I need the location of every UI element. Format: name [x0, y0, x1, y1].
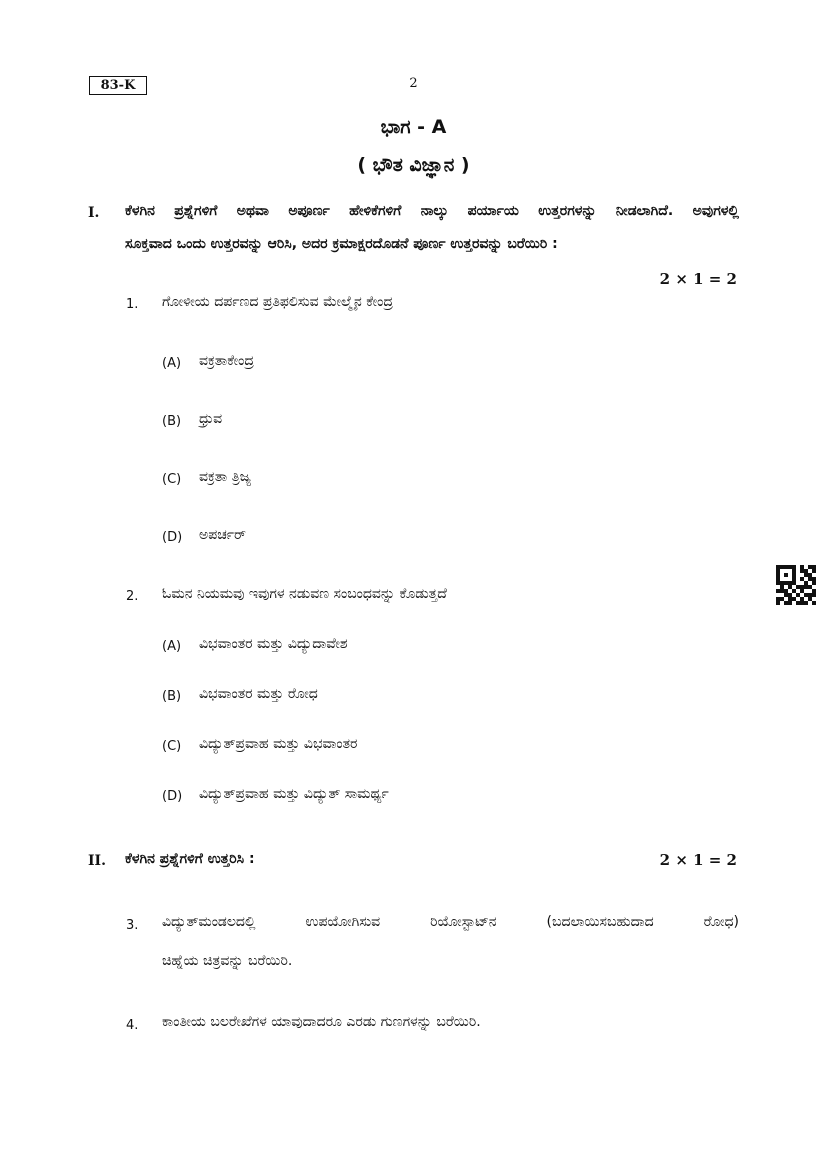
question-1-option-c-label: (C) — [162, 472, 182, 487]
question-2-option-a-label: (A) — [162, 639, 182, 654]
part-title: ಭಾಗ - A — [380, 116, 447, 138]
question-2-option-d-label: (D) — [162, 789, 183, 804]
section-2-instruction: ಕೆಳಗಿನ ಪ್ರಶ್ನೆಗಳಿಗೆ ಉತ್ತರಿಸಿ : — [125, 851, 255, 867]
question-1-number: 1. — [126, 297, 139, 312]
question-2-number: 2. — [126, 589, 139, 604]
section-1-marks: 2 × 1 = 2 — [659, 270, 737, 288]
question-3-number: 3. — [126, 918, 139, 933]
question-1-option-a-text: ವಕ್ರತಾಕೇಂದ್ರ — [199, 353, 254, 369]
section-2-number: II. — [88, 853, 106, 869]
question-1-option-b-label: (B) — [162, 414, 182, 429]
question-2-text: ಓಮನ ನಿಯಮವು ಇವುಗಳ ನಡುವಣ ಸಂಬಂಧವನ್ನು ಕೊಡುತ್ತದೆ — [162, 586, 447, 602]
section-1-instruction-line-2: ಸೂಕ್ತವಾದ ಒಂದು ಉತ್ತರವನ್ನು ಆರಿಸಿ, ಅದರ ಕ್ರಮಾಕ್ಷರದೊಡನೆ ಪೂರ್ಣ ಉತ್ತರವನ್ನು ಬರೆಯಿರಿ : — [125, 236, 558, 252]
section-2-marks: 2 × 1 = 2 — [659, 851, 737, 869]
question-2-option-a-text: ವಿಭವಾಂತರ ಮತ್ತು ವಿದ್ಯುದಾವೇಶ — [199, 636, 348, 652]
question-2-option-c-text: ವಿದ್ಯುತ್‌ಪ್ರವಾಹ ಮತ್ತು ವಿಭವಾಂತರ — [199, 736, 358, 752]
question-3-text-line-2: ಚಿಹ್ನೆಯ ಚಿತ್ರವನ್ನು ಬರೆಯಿರಿ. — [162, 953, 293, 969]
question-1-option-b-text: ಧ್ರುವ — [199, 411, 223, 427]
question-2-option-b-text: ವಿಭವಾಂತರ ಮತ್ತು ರೋಧ — [199, 686, 318, 702]
qr-code-icon — [776, 565, 816, 605]
question-1-text: ಗೋಳೀಯ ದರ್ಪಣದ ಪ್ರತಿಫಲಿಸುವ ಮೇಲ್ಮೈನ ಕೇಂದ್ರ — [162, 294, 394, 310]
paper-code: 83-K — [89, 76, 147, 95]
page-number: 2 — [409, 76, 418, 91]
question-1-option-a-label: (A) — [162, 356, 182, 371]
question-2-option-b-label: (B) — [162, 689, 182, 704]
section-1-instruction-line-1: ಕೆಳಗಿನ ಪ್ರಶ್ನೆಗಳಿಗೆ ಅಥವಾ ಅಪೂರ್ಣ ಹೇಳಿಕೆಗಳಿಗೆ ನಾಲ್ಕು ಪರ್ಯಾಯ ಉತ್ತರಗಳನ್ನು ನೀಡಲಾಗಿದೆ. ಅವುಗಳಲ್ಲಿ — [125, 203, 739, 219]
question-4-text: ಕಾಂತೀಯ ಬಲರೇಖೆಗಳ ಯಾವುದಾದರೂ ಎರಡು ಗುಣಗಳನ್ನು ಬರೆಯಿರಿ. — [162, 1014, 481, 1030]
question-3-text-line-1: ವಿದ್ಯುತ್‌ಮಂಡಲದಲ್ಲಿ ಉಪಯೋಗಿಸುವ ರಿಯೋಸ್ಟಾಟ್‌ನ (ಬದಲಾಯಿಸಬಹುದಾದ ರೋಧ) — [162, 914, 739, 930]
question-1-option-d-text: ಅಪರ್ಚರ್ — [199, 527, 246, 543]
question-2-option-d-text: ವಿದ್ಯುತ್‌ಪ್ರವಾಹ ಮತ್ತು ವಿದ್ಯುತ್ ಸಾಮರ್ಥ್ಯ — [199, 786, 389, 802]
question-1-option-c-text: ವಕ್ರತಾ ತ್ರಿಜ್ಯ — [199, 469, 252, 485]
section-1-number: I. — [88, 205, 100, 221]
question-4-number: 4. — [126, 1018, 139, 1033]
part-subtitle: ( ಭೌತ ವಿಜ್ಞಾನ ) — [357, 154, 470, 176]
question-1-option-d-label: (D) — [162, 530, 183, 545]
question-2-option-c-label: (C) — [162, 739, 182, 754]
